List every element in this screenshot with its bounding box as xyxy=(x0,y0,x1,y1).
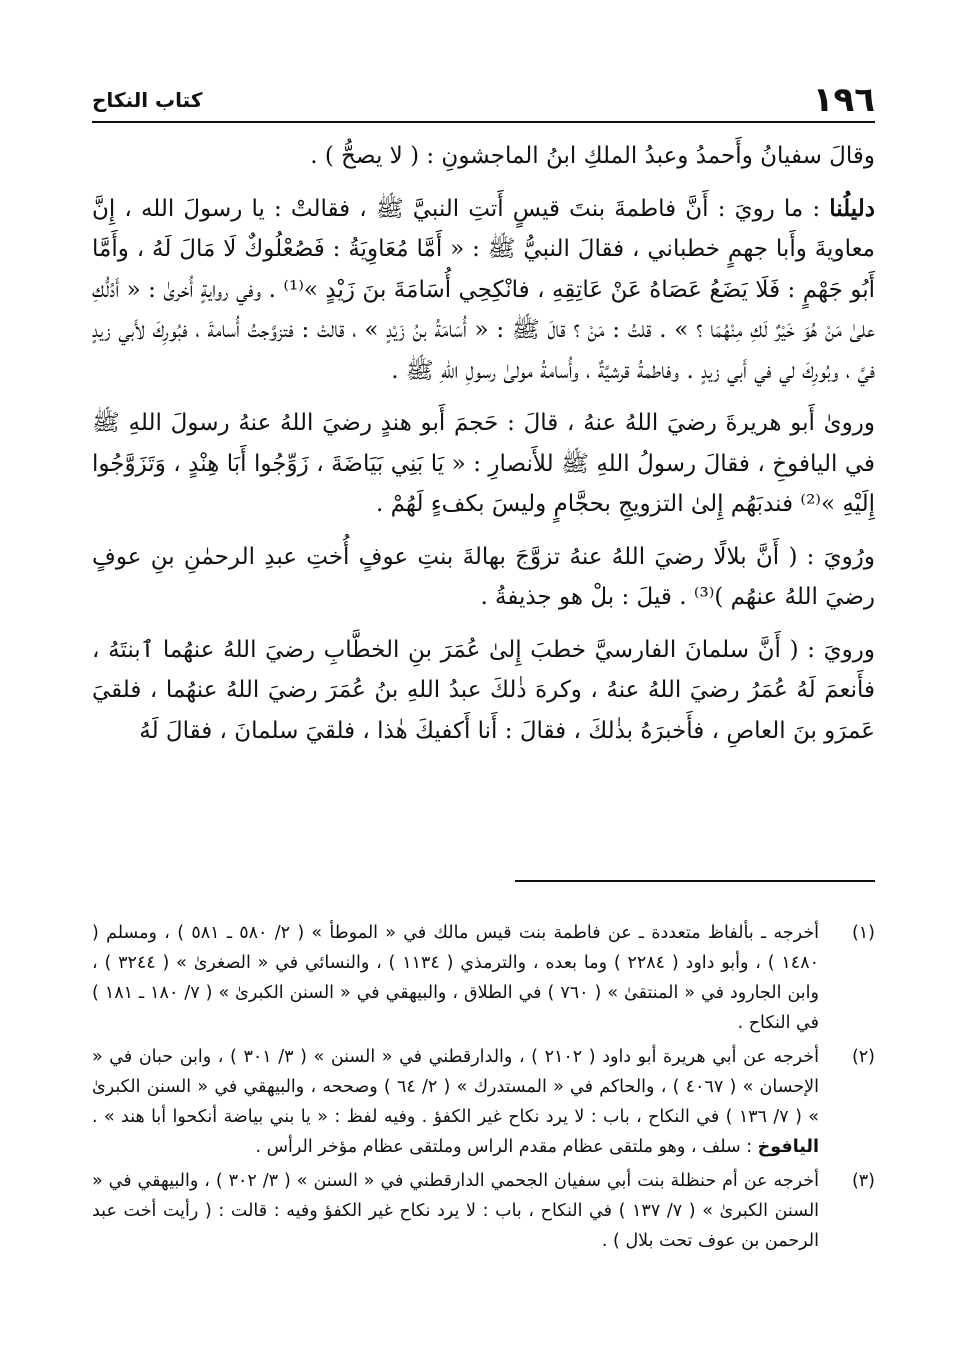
paragraph-text: : ما رويَ : أَنَّ فاطمةَ بنتَ قيسٍ أَتتِ النبيَّ ﷺ ، فقالتْ : يا رسولَ الله ، إِنَّ معاويةَ وأَبا جهمٍ خطباني ، فقالَ النبيُّ ﷺ : « أَمَّا مُعَاوِيَةُ : فَصُعْلُوكٌ لَا مَالَ لَهُ ، وأَمَّا أَبُو جَهْمٍ : فَلَا يَضَعُ عَصَاهُ عَنْ عَاتِقِهِ ، فانْكِحِي أُسَامَةَ بنَ زَيْدٍ »⁽¹⁾ . وفي روايةٍ أُخرىٰ : « أَدُلُّكِ علىٰ مَنْ هُوَ خَيْرٌ لَكِ مِنْهُمَا ؟ » . قلتُ : مَنْ ؟ قالَ ﷺ : « أُسَامَةُ بنُ زَيْدٍ » ، قالتْ : فتزوَّجتُ أُسامةَ ، فبُورِكَ لأَبي زيدٍ فيَّ ، وبُورِكَ لي في أَبي زيدٍ . وفاطمةُ قرشيَّةٌ ، وأُسامةُ مولىٰ رسولِ اللهِ ﷺ . xyxy=(92,195,875,384)
header-divider xyxy=(92,121,875,123)
main-text xyxy=(92,136,875,751)
footnote-text: أخرجه ـ بألفاظ متعددة ـ عن فاطمة بنت قيس مالك في « الموطأ » ( ٢/ ٥٨٠ ـ ٥٨١ ) ، ومسلم ( ١٤٨٠ ) ، وأبو داود ( ٢٢٨٤ ) وما بعده ، والترمذي ( ١١٣٤ ) ، والنسائي في « الصغرىٰ » ( ٣٢٤٤ ) ، وابن الجارود في « المنتقىٰ » ( ٧٦٠ ) في الطلاق ، والبيهقي في « السنن الكبرىٰ » ( ٧/ ١٨٠ ـ ١٨١ ) في النكاح . xyxy=(92,923,819,1033)
footnote-term: اليافوخ xyxy=(757,1137,819,1157)
page-number: ١٩٦ xyxy=(812,80,875,120)
chapter-title: كتاب النكاح xyxy=(92,88,203,112)
paragraph: ورُويَ : ( أَنَّ بلالًا رضيَ اللهُ عنهُ تزوَّجَ بهالةَ بنتِ عوفٍ أُختِ عبدِ الرحمٰنِ بنِ عوفٍ رضيَ اللهُ عنهُم )⁽³⁾ . قيلَ : بلْ هو جذيفةُ . xyxy=(92,543,875,610)
paragraph: وقالَ سفيانُ وأَحمدُ وعبدُ الملكِ ابنُ الماجشونِ : ( لا يصحُّ ) . xyxy=(310,143,875,169)
running-head xyxy=(92,82,875,122)
footnote-number: ( ٢ ) xyxy=(829,1042,875,1072)
footnotes xyxy=(92,918,875,1260)
paragraph xyxy=(92,189,875,392)
footnote xyxy=(92,1042,875,1162)
footnote xyxy=(92,1166,875,1256)
lead-word: دليلُنا xyxy=(829,194,875,222)
footnote xyxy=(92,918,875,1038)
paragraph: ورويَ : ( أَنَّ سلمانَ الفارسيَّ خطبَ إِلىٰ عُمَرَ بنِ الخطَّابِ رضيَ اللهُ عنهُما ٱبنتَهُ ، فأَنعمَ لَهُ عُمَرُ رضيَ اللهُ عنهُ ، وكرهَ ذٰلكَ عبدُ اللهِ بنُ عُمَرَ رضيَ اللهُ عنهُما ، فلقيَ عَمرَو بنَ العاصِ ، فأَخبرَهُ بذٰلكَ ، فقالَ : أَنا أَكفيكَ هٰذا ، فلقيَ سلمانَ ، فقالَ لَهُ xyxy=(92,636,875,744)
paragraph: وروىٰ أَبو هريرةَ رضيَ اللهُ عنهُ ، قالَ : حَجمَ أَبو هندٍ رضيَ اللهُ عنهُ رسولَ اللهِ ﷺ في اليافوخِ ، فقالَ رسولُ اللهِ ﷺ للأَنصارِ : « يَا بَنِي بَيَاضَةَ ، زَوِّجُوا أَبَا هِنْدٍ ، وَتَزَوَّجُوا إِلَيْهِ »⁽²⁾ فندبَهُم إِلىٰ التزويجِ بحجَّامٍ وليسَ بكفءٍ لَهُمْ . xyxy=(92,410,875,517)
footnote-term-definition: : سلف ، وهو ملتقى عظام مقدم الراس وملتقى عظام مؤخر الرأس . xyxy=(255,1137,758,1157)
footnote-number: ( ٣ ) xyxy=(829,1166,875,1196)
footnote-text: أخرجه عن أم حنظلة بنت أبي سفيان الجحمي الدارقطني في « السنن » ( ٣/ ٣٠٢ ) ، والبيهقي في « السنن الكبرىٰ » ( ٧/ ١٣٧ ) في النكاح ، باب : لا يرد نكاح غير الكفؤ وفيه : قالت : ( رأيت أخت عبد الرحمن بن عوف تحت بلال ) . xyxy=(92,1171,820,1251)
footnote-text: أخرجه عن أبي هريرة أبو داود ( ٢١٠٢ ) ، والدارقطني في « السنن » ( ٣/ ٣٠١ ) ، وابن حبان في « الإحسان » ( ٤٠٦٧ ) ، والحاكم في « المستدرك » ( ٢/ ٦٤ ) وصححه ، والبيهقي في « السنن الكبرىٰ » ( ٧/ ١٣٦ ) في النكاح ، باب : لا يرد نكاح غير الكفؤ . وفيه لفظ : « يا بني بياضة أنكحوا أبا هند » . xyxy=(92,1047,819,1127)
footnote-divider xyxy=(515,880,875,882)
footnote-number: ( ١ ) xyxy=(829,918,875,948)
